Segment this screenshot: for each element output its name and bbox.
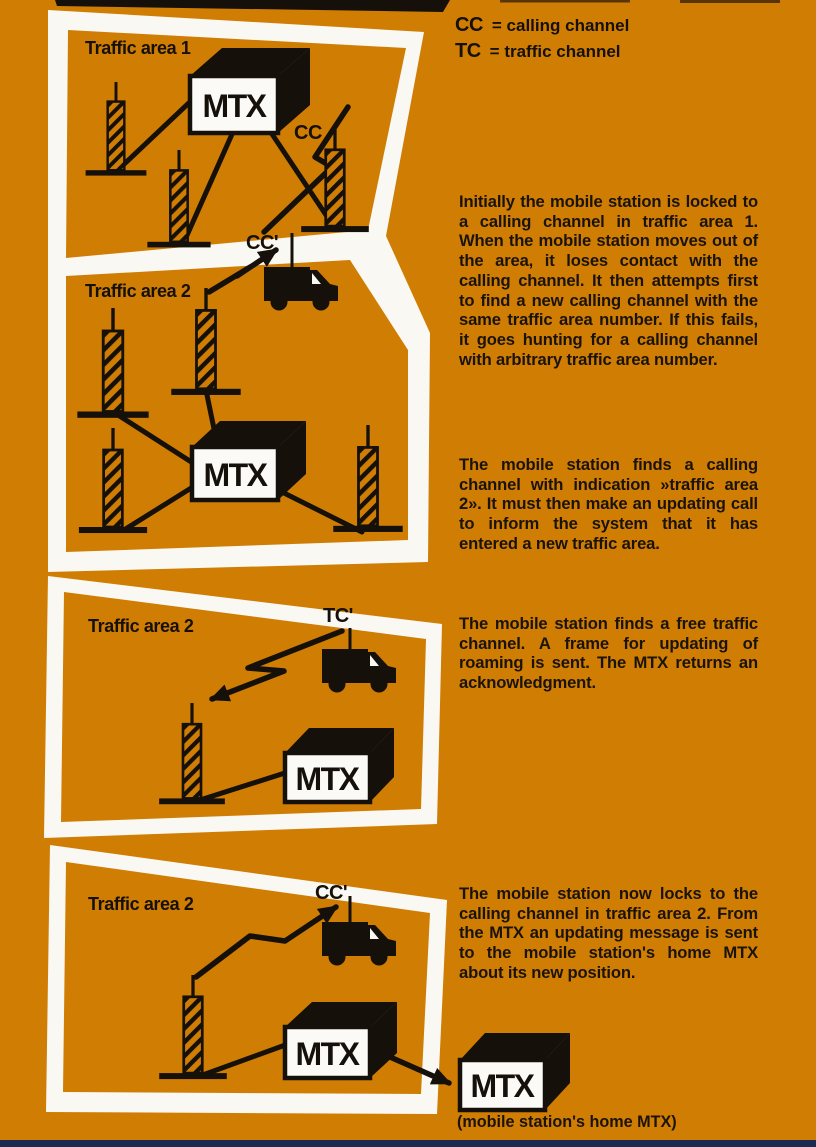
mtx-label: MTX <box>203 457 267 493</box>
paragraph-updating-call: The mobile station finds a calling channel with indication »traffic area 2». It must then make an updating call to inform the system that it has entered a new traffic area. <box>459 455 758 553</box>
panel-1-title: Traffic area 1 <box>85 38 191 58</box>
mtx-label: MTX <box>295 761 359 797</box>
mtx-box-home <box>460 1033 570 1110</box>
legend-tc-definition: = traffic channel <box>489 42 621 61</box>
mtx-box-2 <box>192 421 306 500</box>
paragraph-initial-lock: Initially the mobile station is locked to a calling channel in traffic area 1. When the mobile station moves out of the area, it loses contact with the calling channel. It then attempts first to find a new calling channel with the same traffic area number. If this fails, it goes hunting for a calling channel with arbitrary traffic area number. <box>459 192 758 369</box>
legend-tc-abbr: TC <box>455 40 481 62</box>
page-top-edge <box>55 0 450 12</box>
cc-prime-label: CC' <box>246 232 279 254</box>
mtx-box-1 <box>190 48 310 133</box>
top-edge-mark <box>680 0 780 3</box>
paragraph-home-mtx-update: The mobile station now locks to the calling channel in traffic area 2. From the MTX an updating message is sent to the mobile station's home MTX about its new position. <box>459 884 758 982</box>
legend-row-cc <box>455 14 629 40</box>
legend-row-tc <box>455 40 629 66</box>
mtx-box-4 <box>285 1002 397 1078</box>
legend-cc-definition: = calling channel <box>491 16 630 35</box>
mtx-label: MTX <box>202 88 266 124</box>
mtx-box-3 <box>285 728 394 802</box>
page-bottom-strip <box>0 1140 816 1147</box>
panel-3-title: Traffic area 2 <box>88 616 194 636</box>
legend-cc-abbr: CC <box>455 14 483 36</box>
home-mtx-caption: (mobile station's home MTX) <box>457 1113 677 1131</box>
top-edge-mark <box>500 0 630 3</box>
mtx-label: MTX <box>470 1068 534 1104</box>
tc-prime-label: TC' <box>323 605 353 627</box>
panel-4-title: Traffic area 2 <box>88 894 194 914</box>
cc-label: CC <box>294 122 322 144</box>
paragraph-roaming-frame: The mobile station finds a free traffic channel. A frame for updating of roaming is sent. The MTX returns an acknowledgment. <box>459 614 758 693</box>
panel-traffic-area-2-bottom <box>46 845 447 1114</box>
cc-prime-label-2: CC' <box>315 882 348 904</box>
channel-legend <box>455 14 629 66</box>
panel-2-title: Traffic area 2 <box>85 281 191 301</box>
mtx-label: MTX <box>295 1036 359 1072</box>
